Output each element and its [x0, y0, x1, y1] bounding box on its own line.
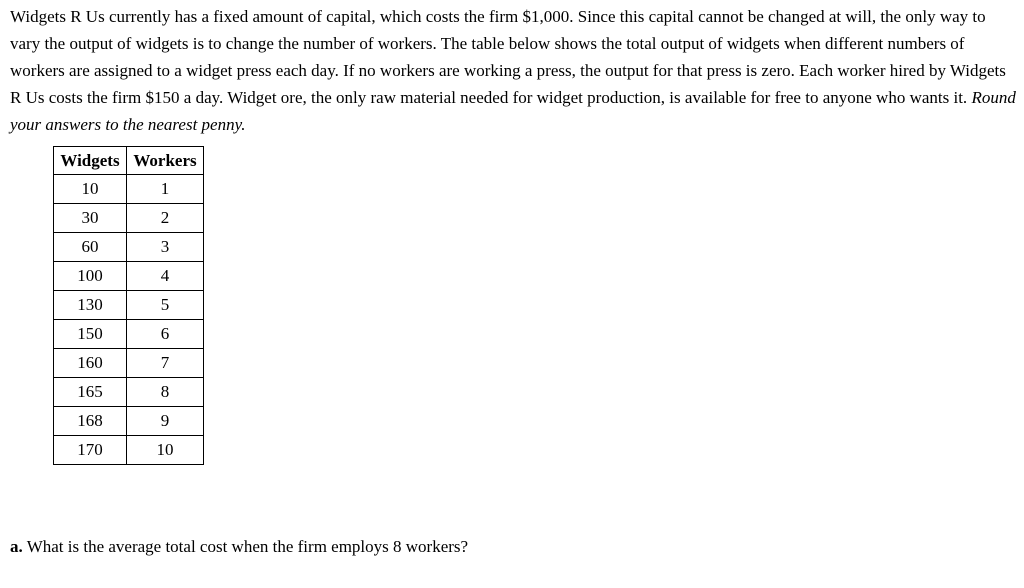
rounding-instruction: Round your answers to the nearest penny. — [10, 88, 1016, 134]
widgets-cell: 10 — [54, 175, 127, 204]
problem-statement — [10, 3, 1016, 138]
workers-cell: 2 — [127, 204, 204, 233]
workers-cell: 7 — [127, 349, 204, 378]
question-a — [10, 535, 468, 559]
table-row — [54, 204, 204, 233]
workers-cell: 10 — [127, 436, 204, 465]
table-row — [54, 291, 204, 320]
widgets-cell: 60 — [54, 233, 127, 262]
widgets-cell: 30 — [54, 204, 127, 233]
problem-text: Widgets R Us currently has a fixed amount of capital, which costs the firm $1,000. Since this capital cannot be changed at will, the only way to vary the output of widgets is to change the number of workers. The table below shows the total output of widgets when different numbers of workers are assigned to a widget press each day. If no workers are working a press, the output for that press is zero. Each worker hired by Widgets R Us costs the firm $150 a day. Widget ore, the only raw material needed for widget production, is available for free to anyone who wants it. — [10, 7, 1006, 107]
widgets-cell: 160 — [54, 349, 127, 378]
workers-cell: 1 — [127, 175, 204, 204]
workers-cell: 3 — [127, 233, 204, 262]
question-text: What is the average total cost when the firm employs 8 workers? — [22, 537, 469, 556]
widgets-cell: 130 — [54, 291, 127, 320]
table-row — [54, 407, 204, 436]
widgets-cell: 168 — [54, 407, 127, 436]
column-header-workers: Workers — [127, 147, 204, 175]
workers-cell: 4 — [127, 262, 204, 291]
question-label: a. — [10, 537, 23, 556]
widgets-cell: 170 — [54, 436, 127, 465]
workers-cell: 6 — [127, 320, 204, 349]
table-row — [54, 320, 204, 349]
table-row — [54, 436, 204, 465]
table-row — [54, 262, 204, 291]
table-row — [54, 175, 204, 204]
column-header-widgets: Widgets — [54, 147, 127, 175]
widgets-cell: 100 — [54, 262, 127, 291]
widgets-cell: 150 — [54, 320, 127, 349]
table-header-row — [54, 147, 204, 175]
table-row — [54, 378, 204, 407]
table-row — [54, 233, 204, 262]
widgets-cell: 165 — [54, 378, 127, 407]
output-table — [53, 146, 204, 465]
workers-cell: 8 — [127, 378, 204, 407]
workers-cell: 9 — [127, 407, 204, 436]
table-row — [54, 349, 204, 378]
workers-cell: 5 — [127, 291, 204, 320]
